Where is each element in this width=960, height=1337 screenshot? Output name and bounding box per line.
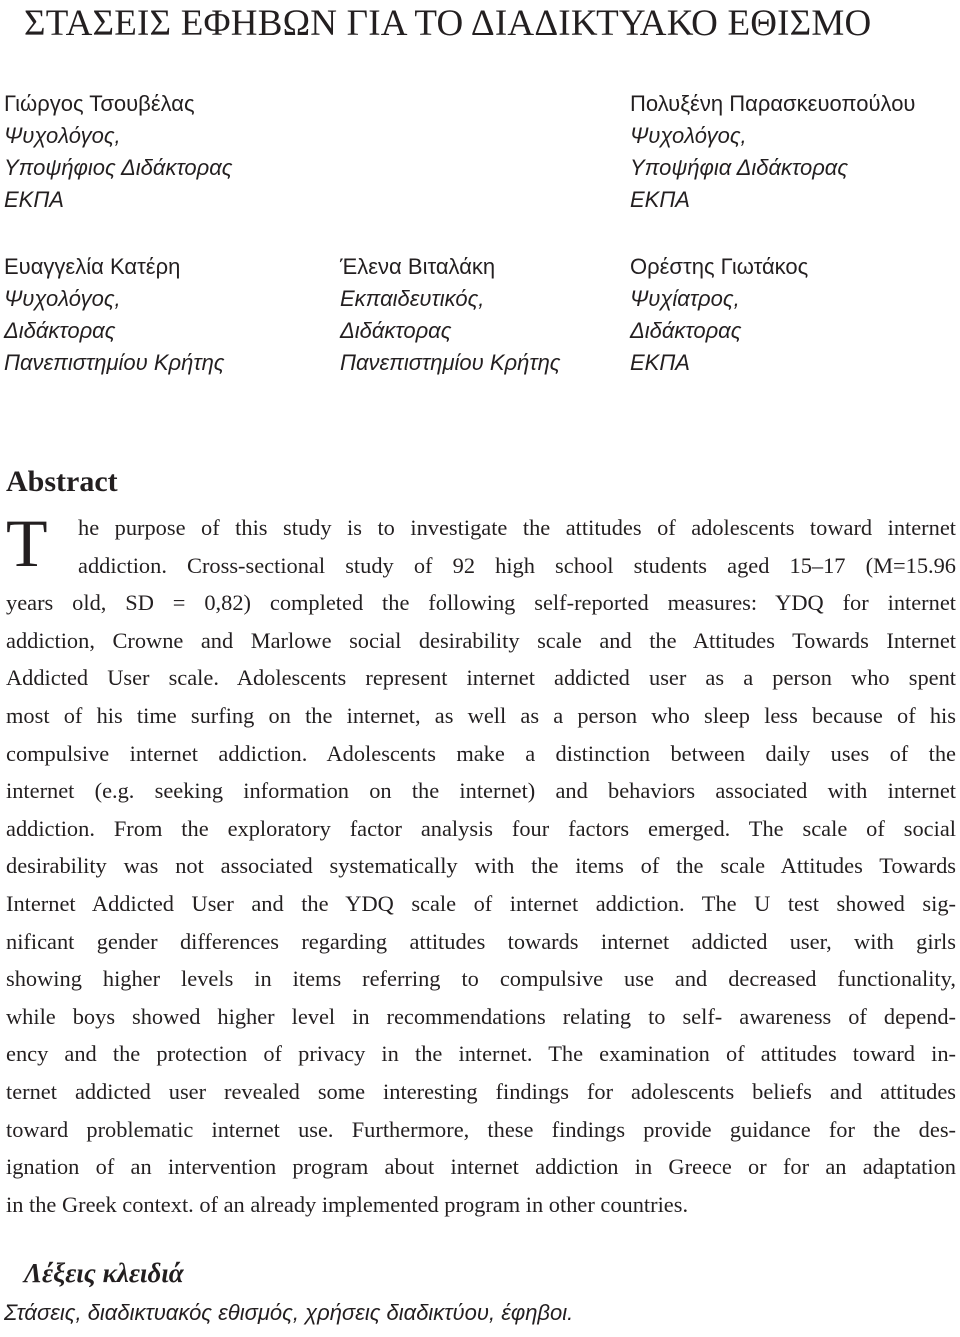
author-name: Ορέστης Γιωτάκος: [630, 254, 809, 279]
author-role: Ψυχολόγος,: [630, 123, 747, 148]
abstract-line: years old, SD = 0,82) completed the following self-reported measures: YDQ for internet: [6, 590, 956, 616]
abstract-line: addiction. From the exploratory factor analysis four factors emerged. The scale of social: [6, 815, 956, 841]
author-degree: Διδάκτορας: [4, 318, 116, 343]
abstract-line: addiction. Cross-sectional study of 92 high school students aged 15–17 (M=15.96: [78, 552, 956, 578]
abstract-line: ternet addicted user revealed some interesting findings for adolescents beliefs and attitudes: [6, 1078, 956, 1104]
author-degree: Διδάκτορας: [340, 318, 452, 343]
author-role: Εκπαιδευτικός,: [340, 286, 485, 311]
author-block-4: [340, 251, 561, 379]
author-role: Ψυχολόγος,: [4, 286, 121, 311]
abstract-body: [6, 505, 956, 1223]
author-block-5: [630, 251, 808, 379]
author-institution: Πανεπιστημίου Κρήτης: [340, 350, 561, 375]
abstract-heading: Abstract: [6, 465, 118, 498]
author-degree: Υποψήφιος Διδάκτορας: [4, 155, 233, 180]
author-block-3: [4, 251, 225, 379]
author-degree: Υποψήφια Διδάκτορας: [630, 155, 849, 180]
abstract-line: addiction, Crowne and Marlowe social desirability scale and the Attitudes Towards Internet: [6, 627, 956, 653]
author-name: Πολυξένη Παρασκευοπούλου: [630, 91, 916, 116]
abstract-line: ency and the protection of privacy in the internet. The examination of attitudes toward in-: [6, 1041, 956, 1067]
author-name: Ευαγγελία Κατέρη: [4, 254, 181, 279]
author-institution: ΕΚΠΑ: [4, 187, 64, 212]
abstract-line: desirability was not associated systematically with the items of the scale Attitudes Towards: [6, 853, 956, 879]
author-institution: ΕΚΠΑ: [630, 350, 690, 375]
abstract-line: compulsive internet addiction. Adolescents make a distinction between daily uses of the: [6, 740, 956, 766]
author-degree: Διδάκτορας: [630, 318, 742, 343]
paper-title: ΣΤΑΣΕΙΣ ΕΦΗΒΩΝ ΓΙΑ ΤΟ ΔΙΑΔΙΚΤΥΑΚΟ ΕΘΙΣΜΟ: [24, 3, 872, 44]
author-block-1: [4, 88, 232, 216]
abstract-line: while boys showed higher level in recommendations relating to self- awareness of depend-: [6, 1003, 956, 1029]
abstract-line: ignation of an intervention program about internet addiction in Greece or for an adaptation: [6, 1154, 956, 1180]
abstract-line: Internet Addicted User and the YDQ scale of internet addiction. The U test showed sig-: [6, 890, 956, 916]
abstract-line: toward problematic internet use. Furthermore, these findings provide guidance for the des-: [6, 1116, 956, 1142]
keywords-heading: Λέξεις κλειδιά: [24, 1258, 184, 1288]
abstract-line: most of his time surfing on the internet, as well as a person who sleep less because of his: [6, 702, 956, 728]
author-institution: Πανεπιστημίου Κρήτης: [4, 350, 225, 375]
abstract-line: in the Greek context. of an already implemented program in other countries.: [6, 1191, 689, 1217]
abstract-line: showing higher levels in items referring to compulsive use and decreased functionality,: [6, 966, 956, 992]
author-name: Γιώργος Τσουβέλας: [4, 91, 195, 116]
abstract-line: nificant gender differences regarding attitudes towards internet addicted user, with girls: [6, 928, 956, 954]
author-name: Έλενα Βιταλάκη: [340, 254, 496, 279]
abstract-line: he purpose of this study is to investigate the attitudes of adolescents toward internet: [78, 515, 956, 540]
author-block-2: [630, 88, 915, 216]
abstract-line: internet (e.g. seeking information on the internet) and behaviors associated with internet: [6, 778, 956, 804]
drop-cap: T: [6, 505, 48, 581]
author-institution: ΕΚΠΑ: [630, 187, 690, 212]
abstract-line: Addicted User scale. Adolescents represent internet addicted user as a person who spent: [6, 665, 956, 691]
author-role: Ψυχίατρος,: [630, 286, 740, 311]
author-role: Ψυχολόγος,: [4, 123, 121, 148]
keywords-text: Στάσεις, διαδικτυακός εθισμός, χρήσεις διαδικτύου, έφηβοι.: [4, 1300, 574, 1325]
